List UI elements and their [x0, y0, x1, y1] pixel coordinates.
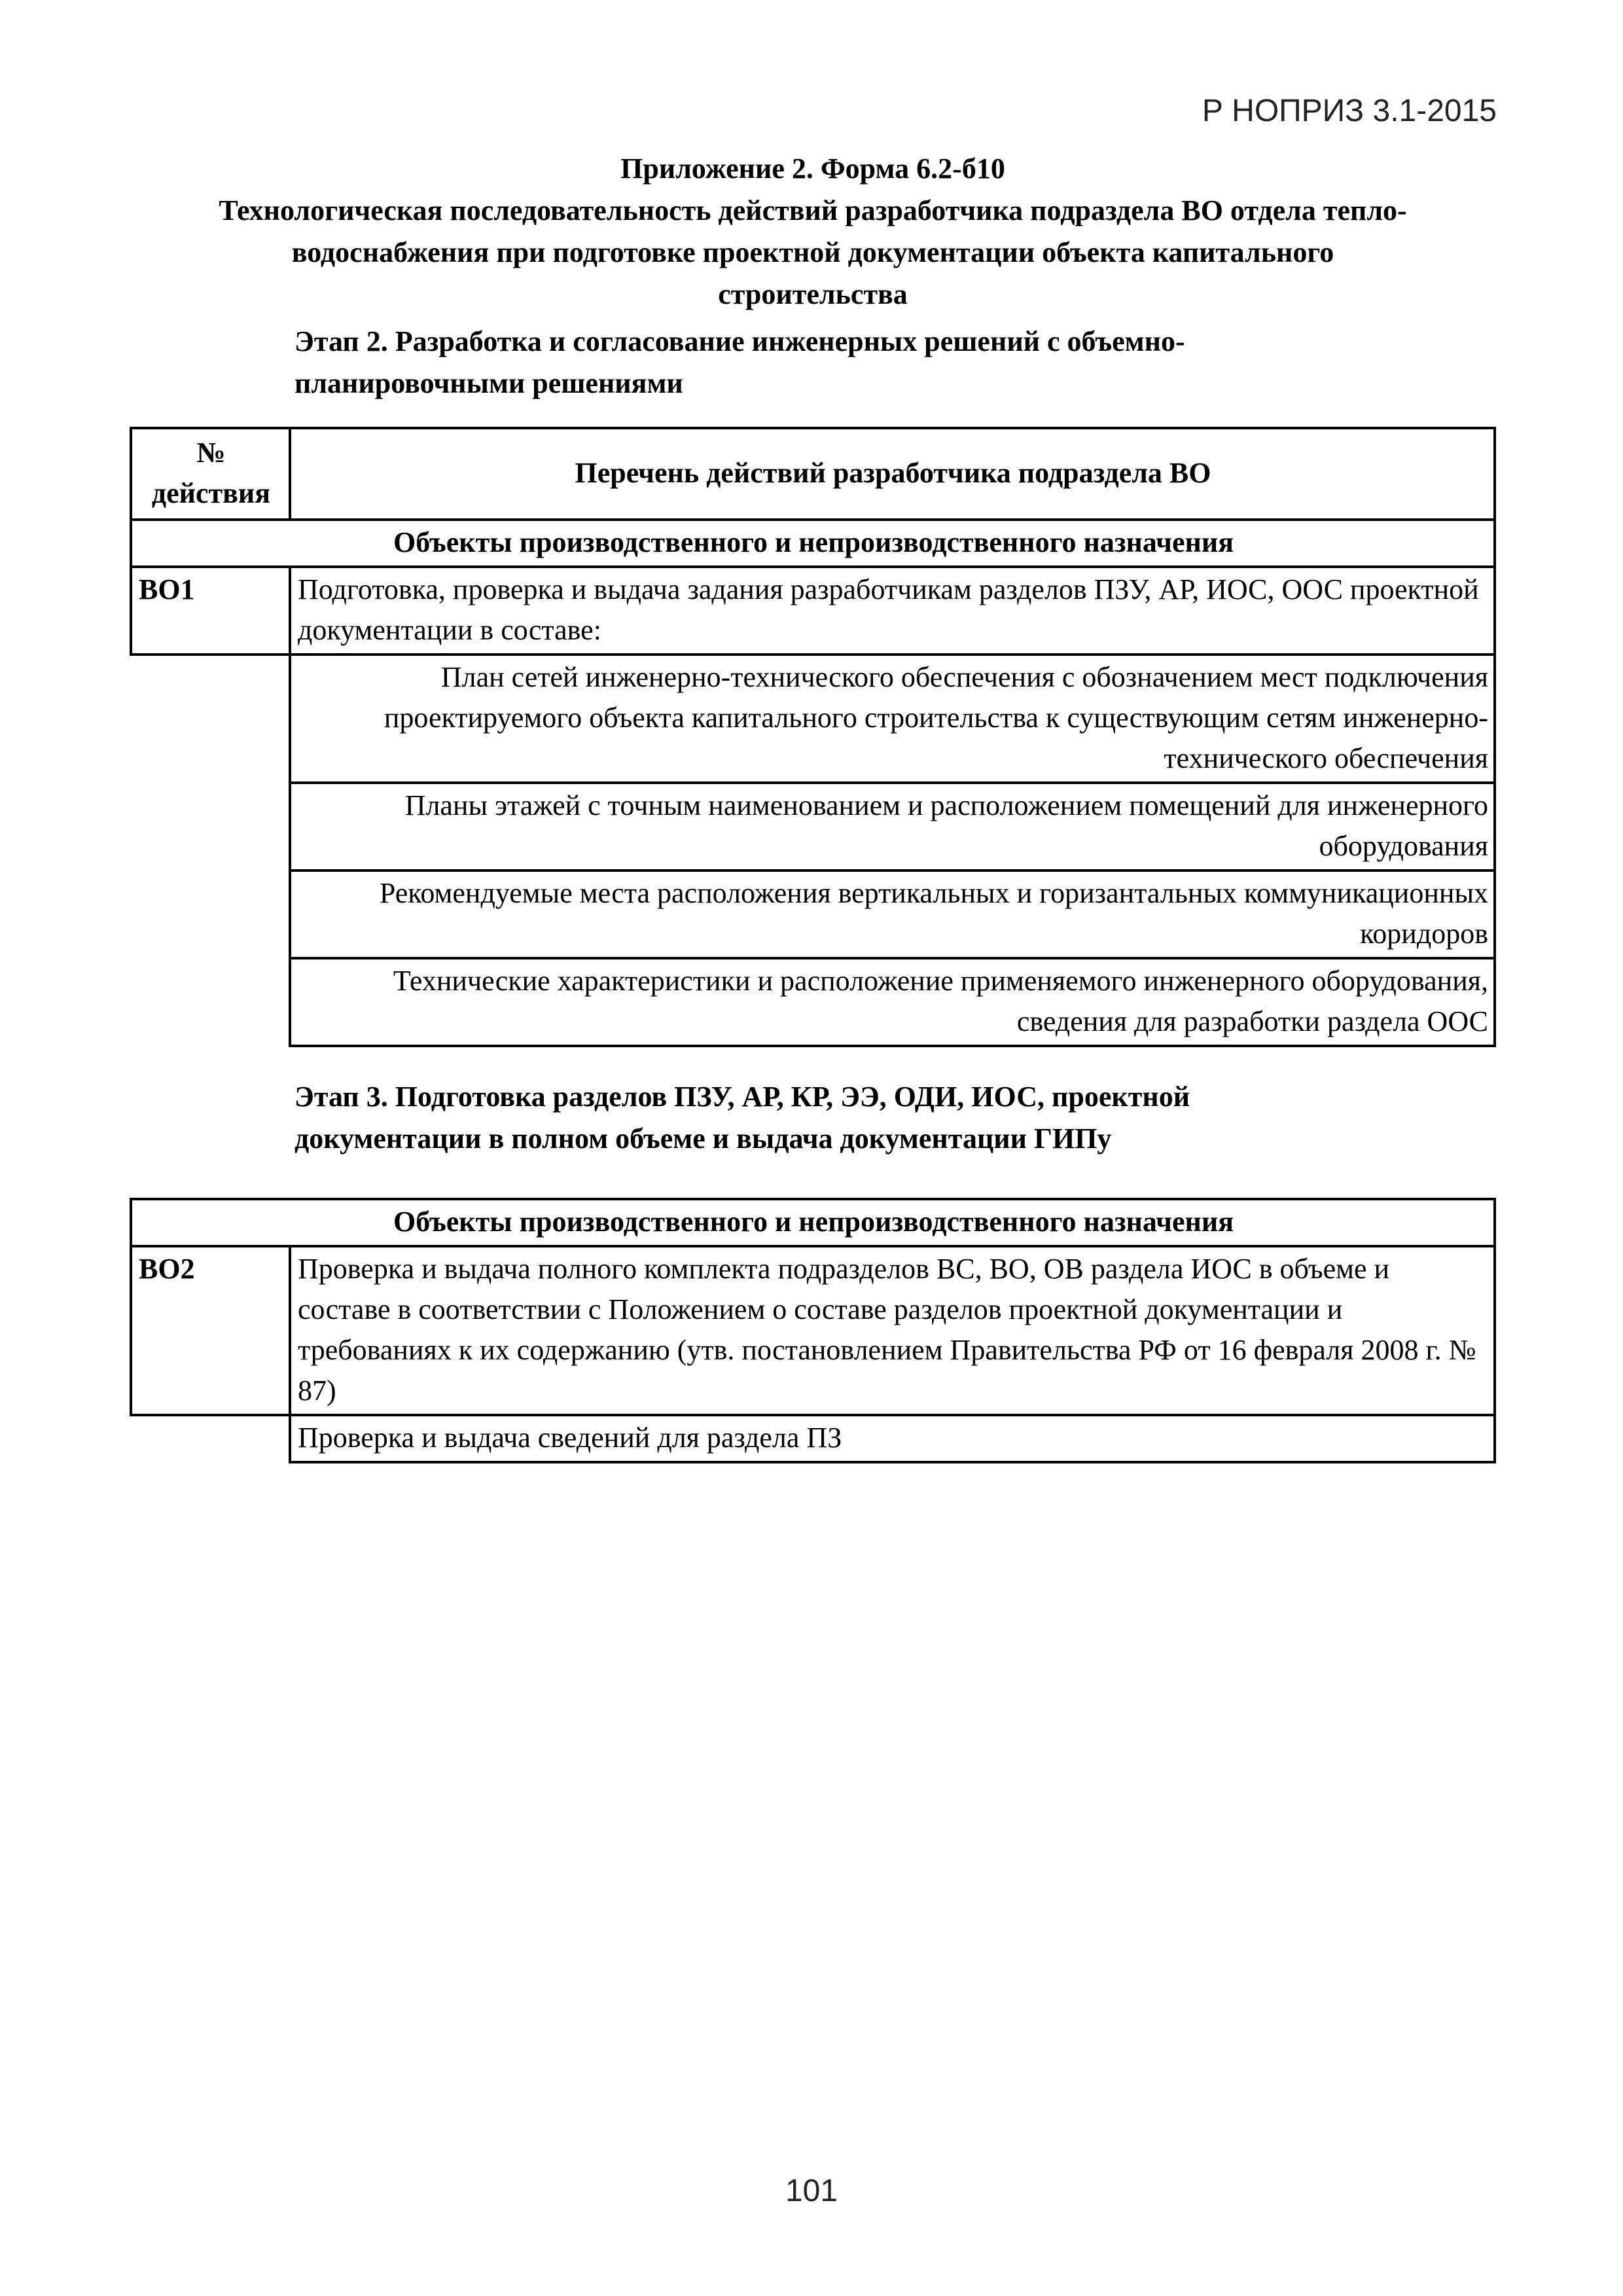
- header-action-list: Перечень действий разработчика подраздела ВО: [290, 428, 1495, 520]
- stage-3-line-2: документации в полном объеме и выдача документации ГИПу: [294, 1122, 1112, 1155]
- document-code: Р НОПРИЗ 3.1-2015: [1202, 94, 1497, 128]
- section-row: [131, 520, 1495, 567]
- main-title-line-1: Технологическая последовательность действий разработчика подраздела ВО отдела тепло-: [219, 194, 1407, 226]
- action-text-bo2: Проверка и выдача полного комплекта подразделов ВС, ВО, ОВ раздела ИОС в объеме и составе в соответствии с Положением о составе разделов проектной документации и требованиях к их содержанию (утв. постановлением Правительства РФ от 16 февраля 2008 г. № 87): [290, 1246, 1495, 1415]
- appendix-title: Приложение 2. Форма 6.2-б10: [620, 152, 1005, 185]
- subitem-row: [131, 870, 1495, 958]
- subitem-row: [131, 655, 1495, 783]
- main-title-line-2: водоснабжения при подготовке проектной документации объекта капитального: [291, 236, 1334, 268]
- table-row: [131, 1246, 1495, 1415]
- page-number: 101: [785, 2174, 838, 2208]
- empty-cell: [131, 958, 290, 1046]
- table-row: [131, 567, 1495, 655]
- empty-cell: [131, 655, 290, 783]
- empty-cell: [131, 1415, 290, 1462]
- action-number-bo2: ВО2: [131, 1246, 290, 1415]
- section-title: Объекты производственного и непроизводственного назначения: [131, 1199, 1495, 1246]
- stage-2-heading: [294, 321, 1499, 404]
- subitem-3: Рекомендуемые места расположения вертикальных и горизантальных коммуникационных коридоров: [290, 870, 1495, 958]
- action-text-bo1: Подготовка, проверка и выдача задания разработчикам разделов ПЗУ, АР, ИОС, ООС проектной документации в составе:: [290, 567, 1495, 655]
- actions-table-stage-2: [130, 427, 1496, 1047]
- subitem-row: [131, 958, 1495, 1046]
- section-row: [131, 1199, 1495, 1246]
- stage-2-line-2: планировочными решениями: [294, 367, 683, 399]
- actions-table-stage-3: [130, 1198, 1496, 1463]
- empty-cell: [131, 870, 290, 958]
- document-titles: [131, 148, 1495, 315]
- subitem-row: [131, 1415, 1495, 1462]
- stage-2-line-1: Этап 2. Разработка и согласование инженерных решений с объемно-: [294, 325, 1185, 357]
- main-title-line-3: строительства: [718, 278, 908, 310]
- stage-3-line-1: Этап 3. Подготовка разделов ПЗУ, АР, КР, ЭЭ, ОДИ, ИОС, проектной: [294, 1081, 1190, 1113]
- section-title: Объекты производственного и непроизводственного назначения: [131, 520, 1495, 567]
- subitem-1: План сетей инженерно-технического обеспечения с обозначением мест подключения проектируемого объекта капитального строительства к существующим сетям инженерно-технического обеспечения: [290, 655, 1495, 783]
- subitem-row: [131, 783, 1495, 870]
- subitem-4: Технические характеристики и расположение применяемого инженерного оборудования, сведения для разработки раздела ООС: [290, 958, 1495, 1046]
- stage-3-heading: [294, 1076, 1499, 1160]
- extra-action-text: Проверка и выдача сведений для раздела ПЗ: [290, 1415, 1495, 1462]
- table-header-row: [131, 428, 1495, 520]
- action-number-bo1: ВО1: [131, 567, 290, 655]
- subitem-2: Планы этажей с точным наименованием и расположением помещений для инженерного оборудования: [290, 783, 1495, 870]
- empty-cell: [131, 783, 290, 870]
- header-action-number: № действия: [131, 428, 290, 520]
